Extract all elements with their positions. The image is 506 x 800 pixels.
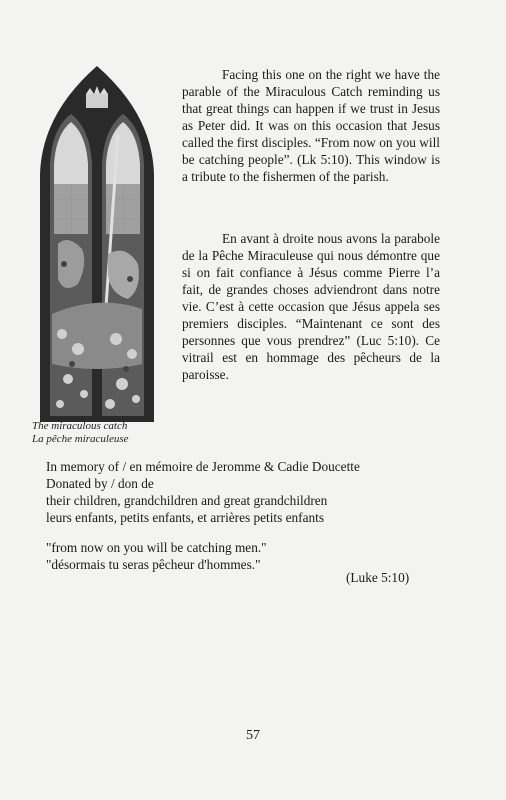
dedication-line: Donated by / don de	[46, 476, 154, 491]
paragraph-english: Facing this one on the right we have the parable of the Miraculous Catch reminding us that great things can happen if we trust in Jesus as Peter did. It was on this occasion that Jesus called the first disciples. “From now on you will be catching people”. (Lk 5:10). This window is a tribute to the fishermen of the parish.	[182, 67, 440, 184]
dedication-line: In memory of / en mémoire de Jeromme & Cadie Doucette	[46, 459, 360, 474]
image-caption	[32, 420, 182, 446]
dedication-line: their children, grandchildren and great grandchildren	[46, 493, 328, 508]
caption-french: La pêche miraculeuse	[32, 433, 129, 445]
dedication-block	[46, 458, 446, 526]
quote-citation: (Luke 5:10)	[346, 570, 410, 585]
dedication-line: leurs enfants, petits enfants, et arrières petits enfants	[46, 510, 325, 525]
caption-english: The miraculous catch	[32, 420, 128, 432]
stained-glass-window-image	[38, 64, 156, 422]
scripture-quote	[46, 539, 446, 573]
paragraph-french: En avant à droite nous avons la parabole de la Pêche Miraculeuse qui nous démontre que si on fait confiance à Jésus comme Pierre l’a fait, de grandes choses adviendront dans notre vie. C’est à cette occasion que Jésus appela ses premiers disciples. “Maintenant ce sont des personnes que vous prendrez” (Luc 5:10). Ce vitrail est en hommage des pêcheurs de la paroisse.	[182, 231, 440, 382]
quote-english: "from now on you will be catching men."	[46, 540, 267, 555]
quote-french: "désormais tu seras pêcheur d'hommes."	[46, 557, 261, 572]
page-number: 57	[246, 728, 260, 743]
